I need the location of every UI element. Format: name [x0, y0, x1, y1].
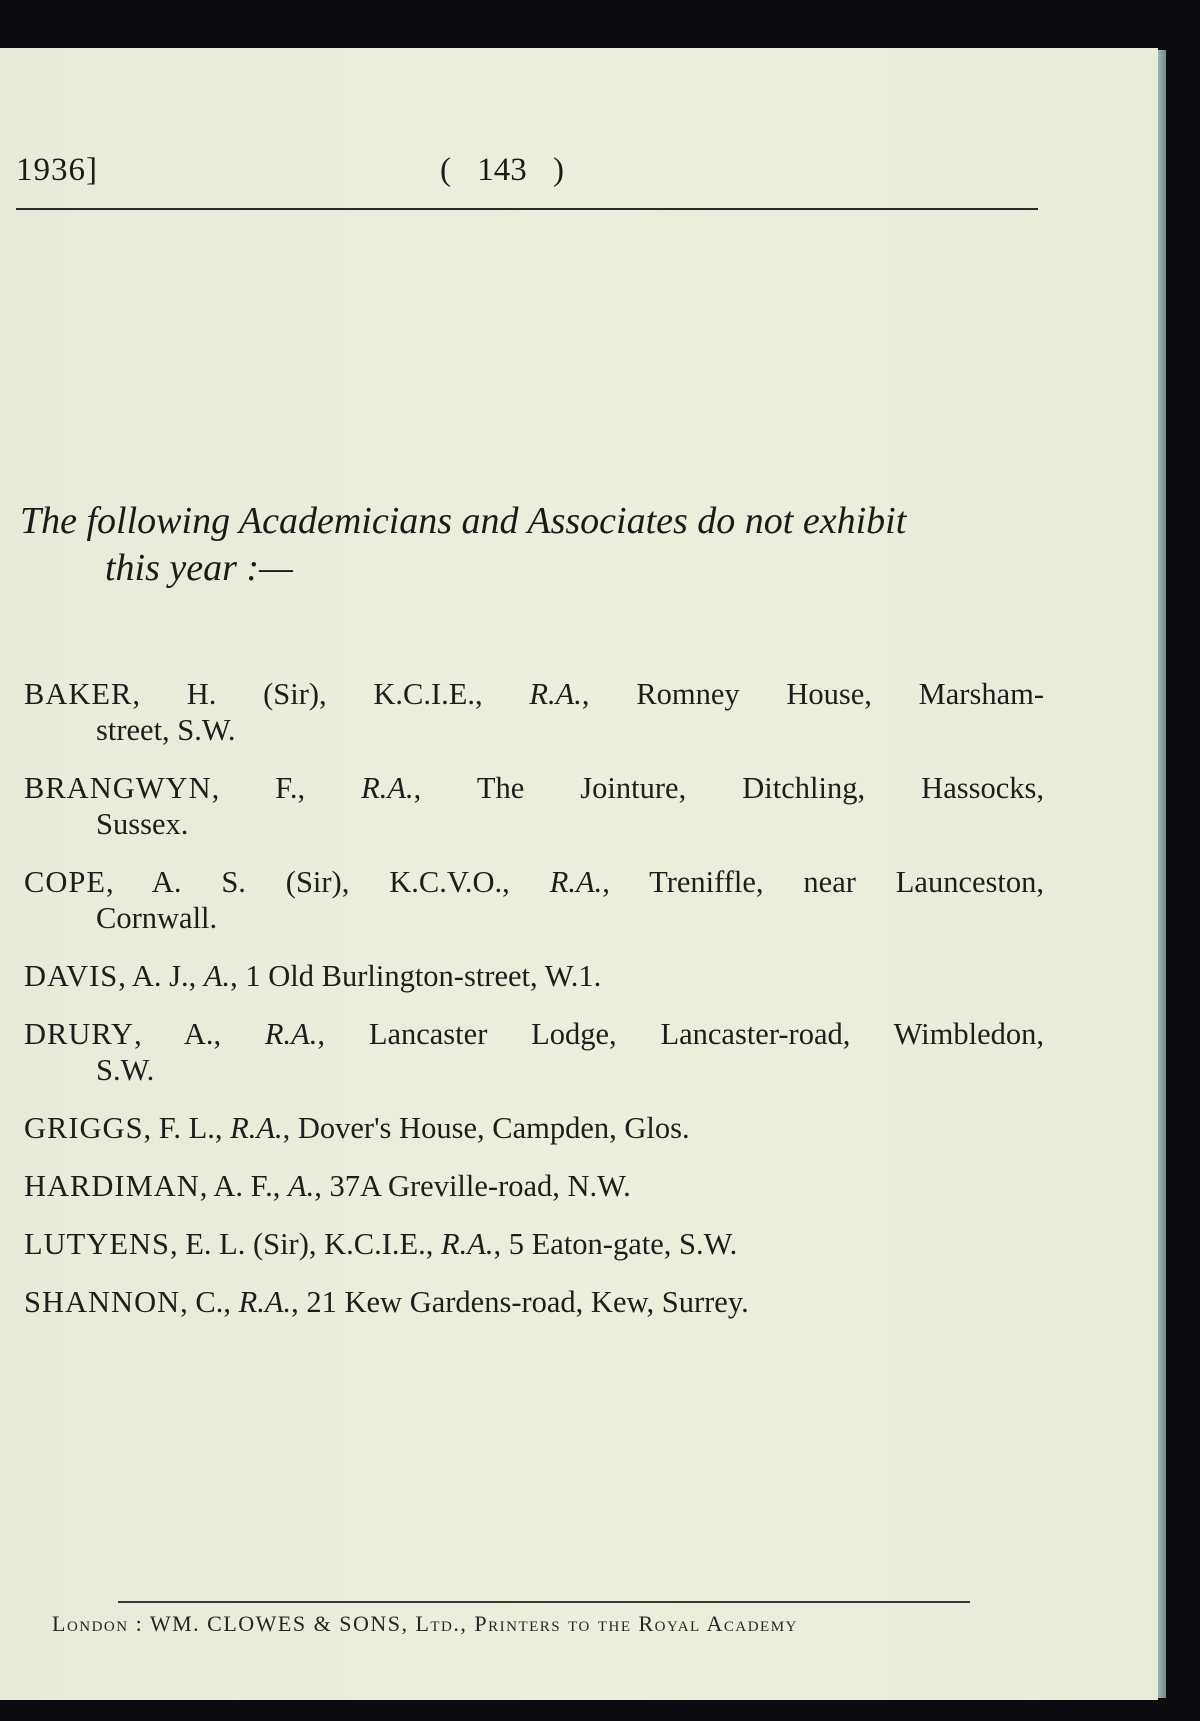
- imprint-separator: :: [128, 1611, 150, 1636]
- entry-surname: BRANGWYN: [24, 771, 212, 805]
- member-entry: [24, 958, 1044, 994]
- document-page: [0, 48, 1158, 1700]
- entry-rank: R.A.: [238, 1285, 292, 1319]
- entry-rank: R.A.: [441, 1227, 494, 1261]
- entry-address: , Dover's House, Campden, Glos.: [282, 1111, 690, 1145]
- entry-address: , 1 Old Burlington-street, W.1.: [230, 959, 602, 993]
- entry-first-line: [24, 676, 1044, 712]
- entry-address: , The Jointure, Ditchling, Hassocks,: [413, 771, 1044, 805]
- entry-rank: A.: [288, 1169, 315, 1203]
- entry-first-line: [24, 1168, 1044, 1204]
- member-entry: [24, 1110, 1044, 1146]
- entry-address: , Lancaster Lodge, Lancaster-road, Wimbledon,: [317, 1017, 1044, 1051]
- imprint-role: , Printers to the Royal Academy: [460, 1611, 798, 1636]
- entry-first-line: [24, 958, 1044, 994]
- entry-initials: , C.,: [180, 1285, 239, 1319]
- page-edge: [1158, 50, 1166, 1698]
- header-rule: [16, 208, 1038, 210]
- entry-first-line: [24, 1110, 1044, 1146]
- entry-address: , Romney House, Marsham-: [581, 677, 1045, 711]
- entry-first-line: [24, 1226, 1044, 1262]
- entry-rank: R.A.: [549, 865, 603, 899]
- header-year: 1936]: [16, 152, 98, 188]
- entry-initials: , E. L. (Sir), K.C.I.E.,: [169, 1227, 442, 1261]
- intro-heading: [20, 498, 1050, 592]
- entry-first-line: [24, 1016, 1044, 1052]
- member-list: [24, 676, 1044, 1342]
- footer-rule: [118, 1601, 970, 1603]
- entry-rank: A.: [203, 959, 231, 993]
- member-entry: [24, 1226, 1044, 1262]
- imprint-printer: WM. CLOWES & SONS,: [149, 1611, 416, 1636]
- page-number: ( 143 ): [440, 152, 564, 188]
- entry-initials: , A. S. (Sir), K.C.V.O.,: [105, 865, 550, 899]
- entry-continuation: Sussex.: [96, 807, 189, 841]
- entry-rank: R.A.: [230, 1111, 283, 1145]
- entry-rank: R.A.: [361, 771, 414, 805]
- member-entry: [24, 1016, 1044, 1088]
- entry-continuation: Cornwall.: [96, 901, 218, 935]
- entry-surname: GRIGGS: [24, 1111, 144, 1145]
- intro-line-1: The following Academicians and Associates do not exhibit: [20, 500, 907, 542]
- intro-line-2: this year :—: [105, 547, 293, 589]
- page-header: [16, 152, 1038, 198]
- entry-first-line: [24, 1284, 1044, 1320]
- entry-first-line: [24, 864, 1044, 900]
- entry-surname: DAVIS: [24, 959, 119, 993]
- entry-surname: DRURY: [24, 1017, 135, 1051]
- entry-initials: , A. J.,: [118, 959, 204, 993]
- entry-initials: , H. (Sir), K.C.I.E.,: [132, 677, 530, 711]
- entry-first-line: [24, 770, 1044, 806]
- member-entry: [24, 1168, 1044, 1204]
- entry-rank: R.A.: [529, 677, 582, 711]
- entry-initials: , A. F.,: [199, 1169, 288, 1203]
- entry-initials: , F. L.,: [143, 1111, 231, 1145]
- entry-surname: BAKER: [24, 677, 133, 711]
- member-entry: [24, 676, 1044, 748]
- entry-address: , 5 Eaton-gate, S.W.: [493, 1227, 738, 1261]
- entry-surname: LUTYENS: [24, 1227, 170, 1261]
- member-entry: [24, 864, 1044, 936]
- entry-address: , Treniffle, near Launceston,: [602, 865, 1044, 899]
- imprint-city: London: [52, 1611, 129, 1636]
- entry-surname: COPE: [24, 865, 106, 899]
- member-entry: [24, 770, 1044, 842]
- entry-continuation: S.W.: [96, 1053, 155, 1087]
- member-entry: [24, 1284, 1044, 1320]
- entry-initials: , A.,: [134, 1017, 265, 1051]
- entry-surname: HARDIMAN: [24, 1169, 200, 1203]
- entry-address: , 37A Greville-road, N.W.: [314, 1169, 631, 1203]
- entry-surname: SHANNON: [24, 1285, 181, 1319]
- entry-rank: R.A.: [264, 1017, 318, 1051]
- imprint-ltd: Ltd.: [415, 1611, 461, 1636]
- entry-address: , 21 Kew Gardens-road, Kew, Surrey.: [291, 1285, 749, 1319]
- entry-continuation: street, S.W.: [96, 713, 236, 747]
- entry-initials: , F.,: [211, 771, 362, 805]
- printer-imprint: [52, 1611, 1042, 1637]
